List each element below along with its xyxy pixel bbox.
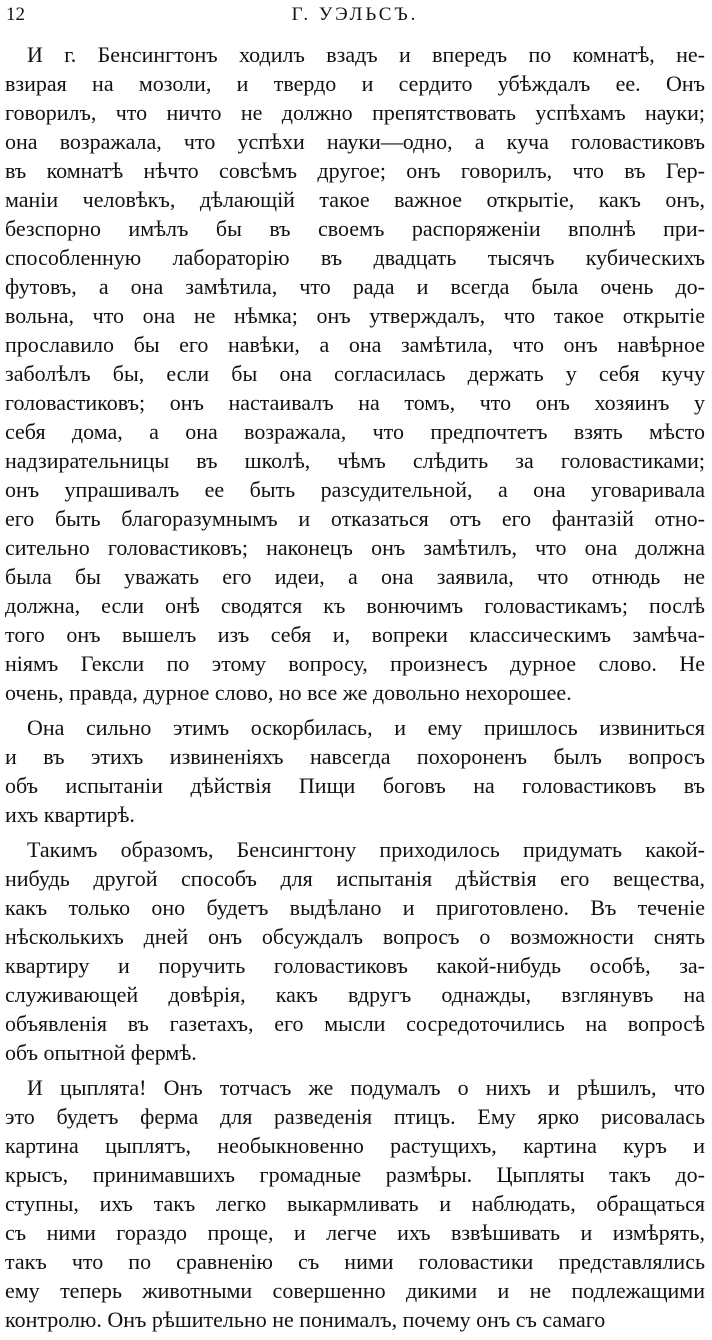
text-line: была бы уважать его идеи, а она заявила, что отнюдь не [5,564,705,589]
text-line: взирая на мозоли, и твердо и сердито убѣждалъ ее. Онъ [5,71,705,96]
text-line: онъ упрашивалъ ее быть разсудительной, а она уговаривала [5,477,705,502]
text-line: говорилъ, что ничто не должно препятствовать успѣхамъ науки; [5,100,705,125]
body-text [5,40,705,1340]
text-line: заболѣлъ бы, если бы она согласилась держать у себя кучу [5,361,705,386]
text-line: очень, правда, дурное слово, но все же довольно нехорошее. [5,680,572,705]
text-line: себя дома, а она возражала, что предпочтетъ взять мѣсто [5,419,705,444]
text-line: такъ что по сравненію съ ними головастики представлялись [5,1249,705,1274]
text-line: должна, если онѣ сводятся къ вонючимъ головастикамъ; послѣ [5,593,705,618]
text-line: въ комнатѣ нѣчто совсѣмъ другое; онъ говорилъ, что въ Гер- [5,158,705,183]
text-line: сительно головастиковъ; наконецъ онъ замѣтилъ, что она должна [5,535,705,560]
text-line: объявленія въ газетахъ, его мысли сосредоточились на вопросѣ [5,1011,705,1036]
text-line: она возражала, что успѣхи науки—одно, а куча головастиковъ [5,129,705,154]
text-line: маніи человѣкъ, дѣлающій такое важное открытіе, какъ онъ, [5,187,705,212]
text-line: и въ этихъ извиненіяхъ навсегда похороненъ былъ вопросъ [5,744,705,769]
paragraph [5,835,705,1067]
running-title: Г. УЭЛЬСЪ. [291,4,419,25]
text-line: безспорно имѣлъ бы въ своемъ распоряженіи вполнѣ при- [5,216,705,241]
paragraph [5,40,705,707]
text-line: надзирательницы въ школѣ, чѣмъ слѣдить за головастиками; [5,448,705,473]
text-line: его быть благоразумнымъ и отказаться отъ его фантазій отно- [5,506,705,531]
text-line: И г. Бенсингтонъ ходилъ взадъ и впередъ по комнатѣ, не- [27,42,705,67]
paragraph [5,1073,705,1334]
text-line: объ опытной фермѣ. [5,1040,197,1065]
text-line: нибудь другой способъ для испытанія дѣйствія его вещества, [5,866,705,891]
running-head [6,2,704,28]
text-line: ніямъ Гексли по этому вопросу, произнесъ дурное слово. Не [5,651,705,676]
text-line: крысъ, принимавшихъ громадные размѣры. Цыпляты такъ до- [5,1162,705,1187]
text-line: ступны, ихъ такъ легко выкармливать и наблюдать, обращаться [5,1191,705,1216]
text-line: ему теперь животными совершенно дикими и не подлежащими [5,1278,705,1303]
text-line: футовъ, а она замѣтила, что рада и всегда была очень до- [5,274,705,299]
text-line: вольна, что она не нѣмка; онъ утверждалъ, что такое открытіе [5,303,705,328]
text-line: Такимъ образомъ, Бенсингтону приходилось придумать какой- [27,837,705,862]
text-line: квартиру и поручить головастиковъ какой-нибудь особѣ, за- [5,953,705,978]
text-line: какъ только оно будетъ выдѣлано и приготовлено. Въ теченіе [5,895,705,920]
text-line: нѣсколькихъ дней онъ обсуждалъ вопросъ о возможности снять [5,924,705,949]
text-line: И цыплята! Онъ тотчасъ же подумалъ о нихъ и рѣшилъ, что [27,1075,705,1100]
text-line: того онъ вышелъ изъ себя и, вопреки классическимъ замѣча- [5,622,705,647]
text-line: ихъ квартирѣ. [5,802,135,827]
text-line: контролю. Онъ рѣшительно не понималъ, почему онъ съ самаго [5,1307,606,1332]
paragraph [5,713,705,829]
text-line: картина цыплятъ, необыкновенно растущихъ, картина куръ и [5,1133,705,1158]
text-line: объ испытаніи дѣйствія Пищи боговъ на головастиковъ въ [5,773,705,798]
text-line: это будетъ ферма для разведенія птицъ. Ему ярко рисовалась [5,1104,705,1129]
text-line: головастиковъ; онъ настаивалъ на томъ, что онъ хозяинъ у [5,390,705,415]
text-line: Она сильно этимъ оскорбилась, и ему пришлось извиниться [27,715,705,740]
text-line: съ ними гораздо проще, и легче ихъ взвѣшивать и измѣрять, [5,1220,705,1245]
text-line: способленную лабораторію въ двадцать тысячъ кубическихъ [5,245,705,270]
page-number: 12 [6,4,25,25]
text-line: служивающей довѣрія, какъ вдругъ однажды, взглянувъ на [5,982,705,1007]
text-line: прославило бы его навѣки, а она замѣтила, что онъ навѣрное [5,332,705,357]
